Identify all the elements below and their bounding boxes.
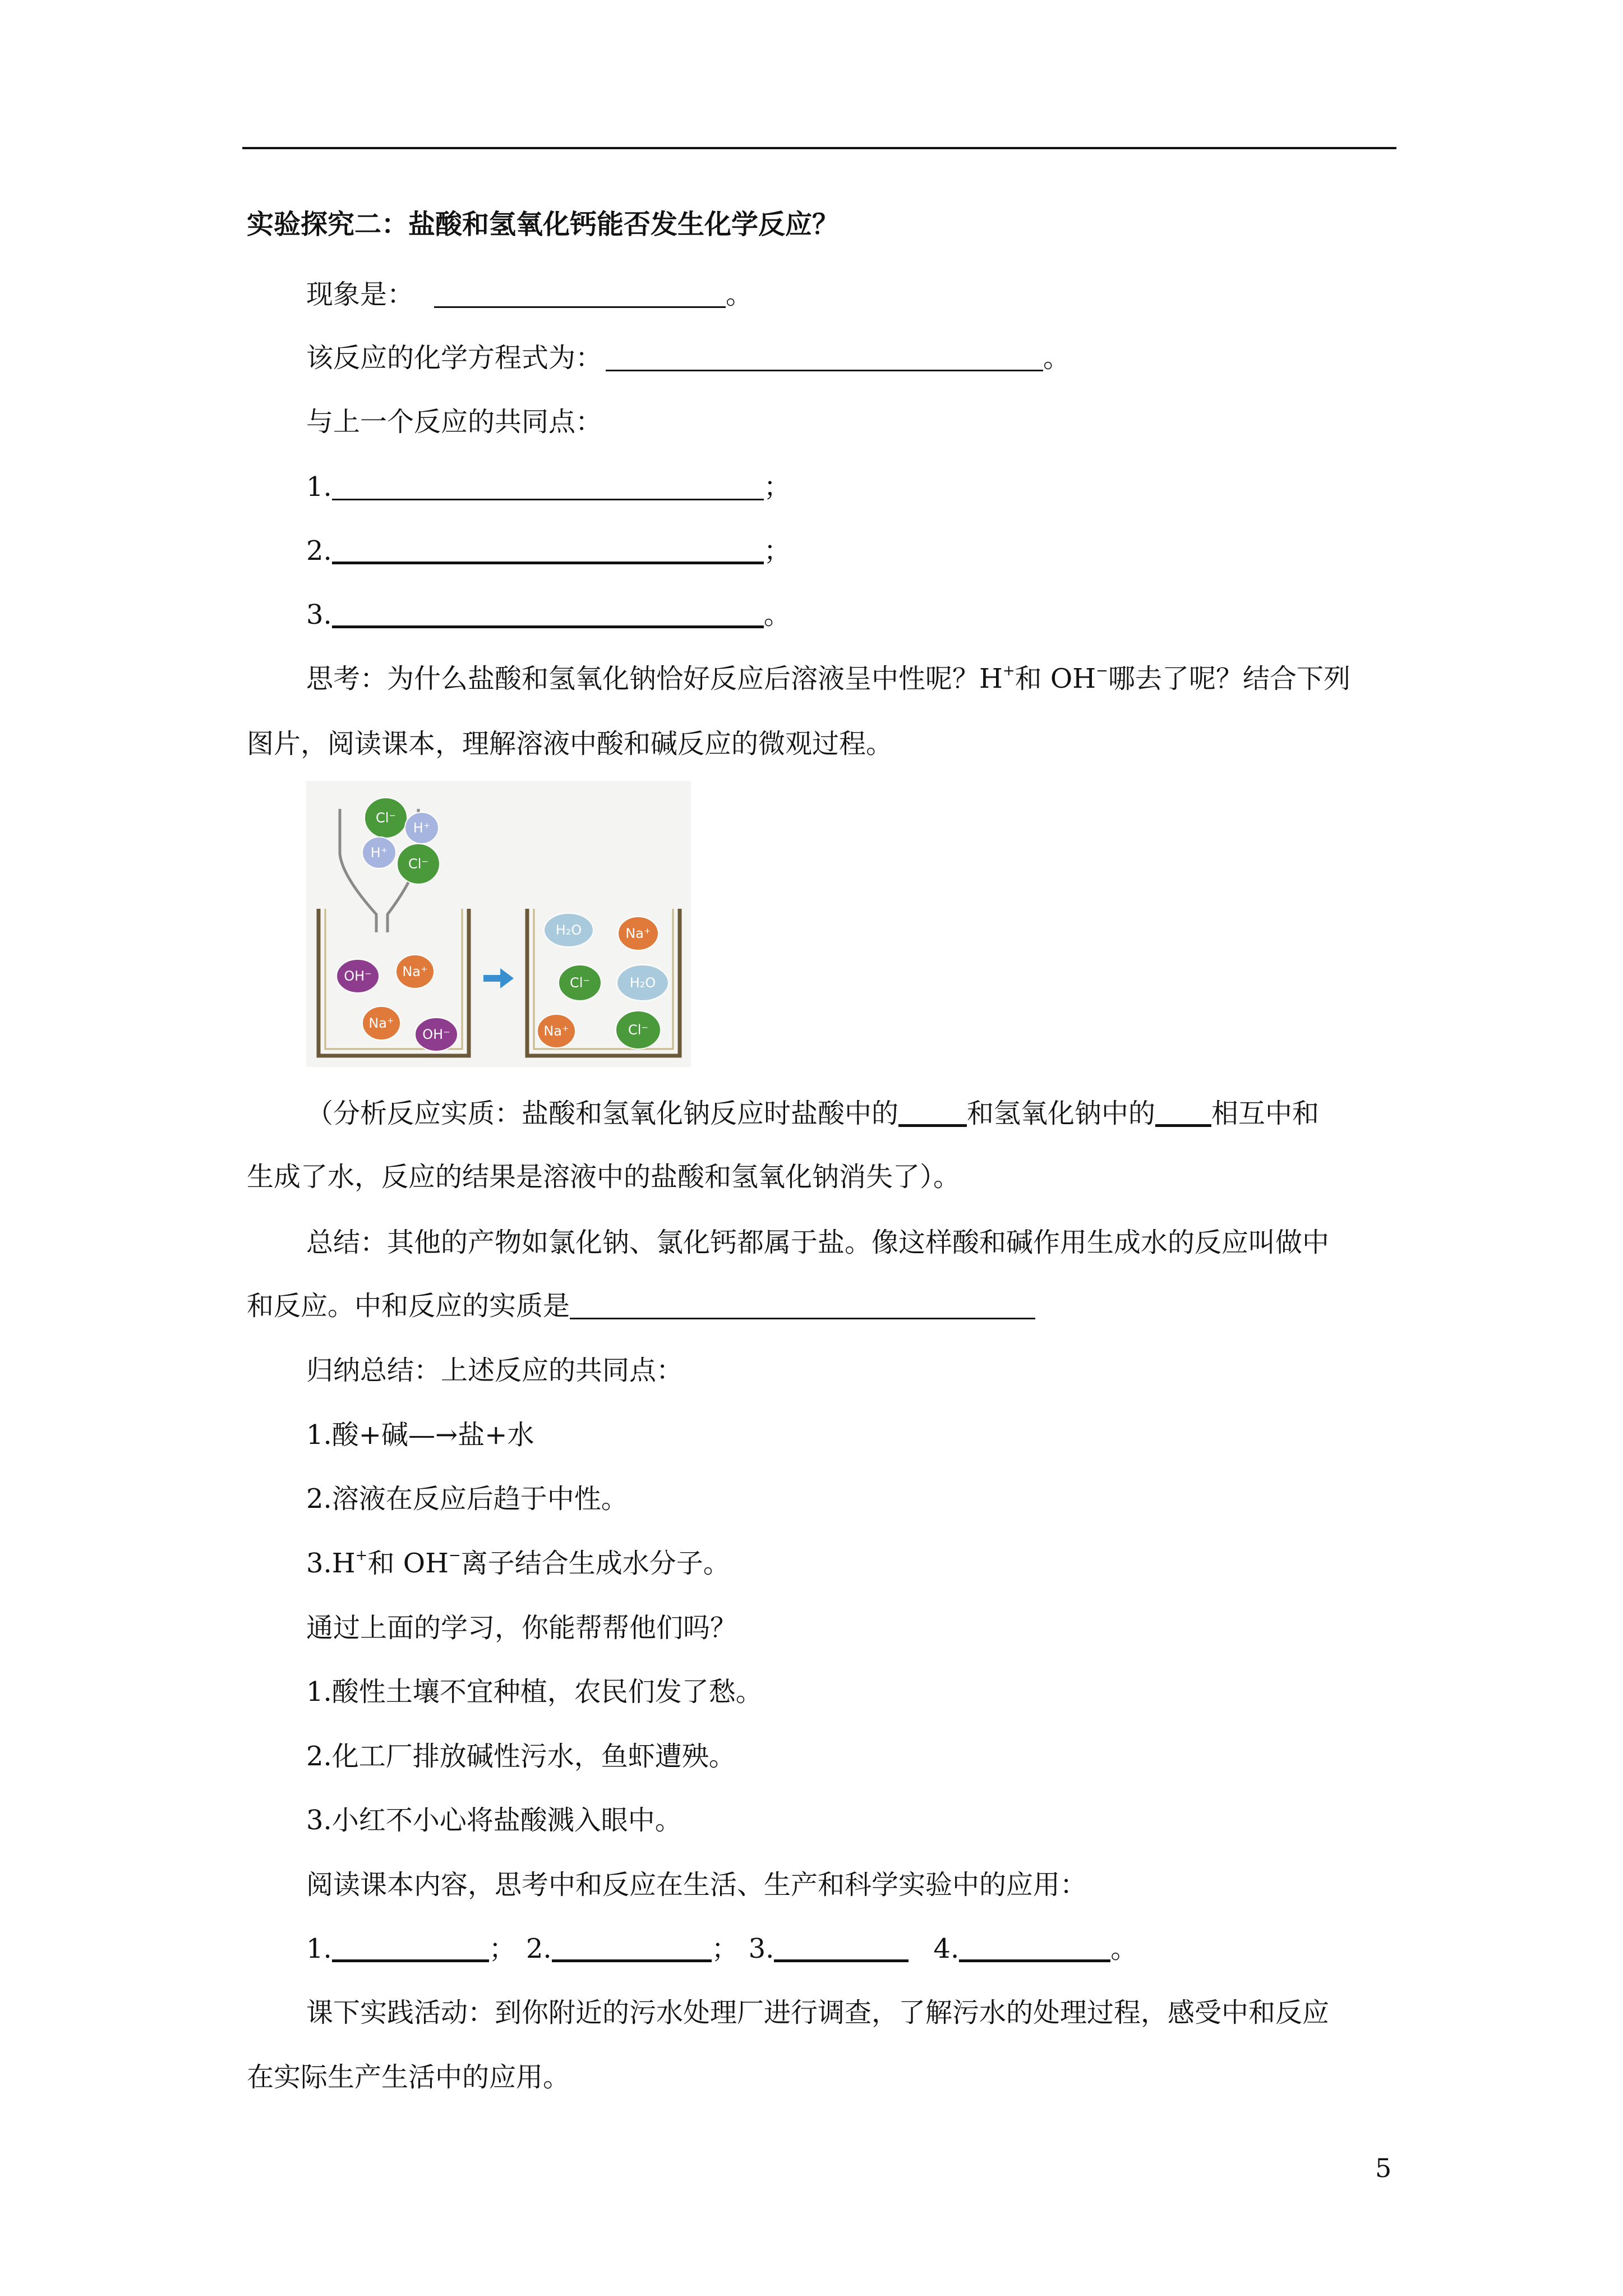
help-item-3: 3.小红不小心将盐酸溅入眼中。 <box>306 1805 682 1836</box>
svg-text:Cl⁻: Cl⁻ <box>408 856 429 872</box>
application-blank-1[interactable] <box>332 1935 489 1962</box>
funnel-ion <box>365 798 407 838</box>
equation-line: 该反应的化学方程式为： 。 <box>306 342 1071 374</box>
read-answers: 1. ； 2. ； 3. 4. 。 <box>306 1933 1138 1964</box>
practice-line-1: 课下实践活动：到你附近的污水处理厂进行调查，了解污水的处理过程，感受中和反应 <box>306 1997 1330 2028</box>
funnel-ion <box>405 812 439 844</box>
svg-text:Cl⁻: Cl⁻ <box>375 810 396 826</box>
left-beaker-ion <box>362 1006 400 1040</box>
svg-text:Na⁺: Na⁺ <box>625 926 651 941</box>
svg-text:Cl⁻: Cl⁻ <box>628 1022 649 1038</box>
application-blank-2[interactable] <box>552 1935 712 1962</box>
left-beaker-ion <box>336 959 379 993</box>
svg-text:Cl⁻: Cl⁻ <box>569 975 591 991</box>
phenomenon-label: 现象是： <box>306 279 414 310</box>
svg-text:H₂O: H₂O <box>555 922 582 938</box>
common-blank-1[interactable] <box>332 474 764 500</box>
summary-line-1: 总结：其他的产物如氯化钠、氯化钙都属于盐。像这样酸和碱作用生成水的反应叫做中 <box>306 1227 1330 1258</box>
read-title: 阅读课本内容，思考中和反应在生活、生产和科学实验中的应用： <box>306 1869 1087 1901</box>
svg-text:Na⁺: Na⁺ <box>368 1015 394 1031</box>
help-title: 通过上面的学习，你能帮帮他们吗？ <box>306 1612 737 1644</box>
svg-text:Na⁺: Na⁺ <box>543 1023 569 1039</box>
help-item-2: 2.化工厂排放碱性污水，鱼虾遭殃。 <box>306 1741 736 1772</box>
svg-text:OH⁻: OH⁻ <box>422 1027 450 1042</box>
application-blank-4[interactable] <box>959 1935 1110 1962</box>
common-intro: 与上一个反应的共同点： <box>306 406 603 438</box>
funnel-ion <box>362 837 396 868</box>
svg-text:Na⁺: Na⁺ <box>402 964 428 979</box>
think-line-2: 图片，阅读课本，理解溶液中酸和碱反应的微观过程。 <box>247 728 893 760</box>
induction-title: 归纳总结：上述反应的共同点： <box>306 1355 684 1386</box>
left-beaker-ion <box>415 1018 458 1051</box>
phenomenon-blank[interactable] <box>434 282 726 308</box>
reaction-arrow-icon <box>483 968 514 988</box>
think-line-1: 思考：为什么盐酸和氢氧化钠恰好反应后溶液呈中性呢？H+和 OH−哪去了呢？结合下列 <box>306 662 1350 694</box>
summary-blank[interactable] <box>570 1293 1035 1319</box>
induction-item-1: 1.酸+碱—→盐+水 <box>306 1419 534 1451</box>
equation-label: 该反应的化学方程式为： <box>306 342 603 374</box>
common-blank-3[interactable] <box>332 601 764 628</box>
induction-item-2: 2.溶液在反应后趋于中性。 <box>306 1483 628 1515</box>
induction-item-3: 3.H+和 OH−离子结合生成水分子。 <box>306 1547 730 1579</box>
right-beaker-ion <box>616 1011 661 1049</box>
header-rule <box>242 147 1396 149</box>
phenomenon-line: 现象是： 。 <box>306 279 753 310</box>
help-item-1: 1.酸性土壤不宜种植，农民们发了愁。 <box>306 1676 763 1708</box>
equation-blank[interactable] <box>606 345 1043 371</box>
page-number: 5 <box>1375 2153 1392 2183</box>
common-blank-2[interactable] <box>332 537 764 564</box>
right-beaker-ion <box>617 965 668 1001</box>
common-item: 1. ； <box>306 471 791 503</box>
right-beaker-ion <box>618 917 658 950</box>
summary-line-2: 和反应。中和反应的实质是 <box>247 1289 1035 1323</box>
analysis-blank-1[interactable] <box>898 1099 967 1127</box>
practice-line-2: 在实际生产生活中的应用。 <box>247 2062 570 2093</box>
svg-text:H⁺: H⁺ <box>413 820 431 836</box>
right-beaker-ion <box>537 1014 575 1048</box>
right-beaker-ion <box>544 913 593 947</box>
application-blank-3[interactable] <box>774 1935 909 1962</box>
svg-text:H⁺: H⁺ <box>370 845 388 861</box>
analysis-blank-2[interactable] <box>1155 1099 1211 1127</box>
section-heading: 实验探究二：盐酸和氢氧化钙能否发生化学反应？ <box>247 209 840 240</box>
common-item: 3. 。 <box>306 599 791 631</box>
svg-text:H₂O: H₂O <box>629 975 656 991</box>
analysis-line-2: 生成了水，反应的结果是溶液中的盐酸和氢氧化钠消失了）。 <box>247 1161 961 1193</box>
left-beaker-ion <box>396 955 434 988</box>
funnel-ion <box>397 844 440 884</box>
neutralization-diagram <box>306 781 691 1067</box>
right-beaker-ion <box>559 965 601 1001</box>
svg-text:OH⁻: OH⁻ <box>344 968 372 984</box>
analysis-line-1: （分析反应实质：盐酸和氢氧化钠反应时盐酸中的 和氢氧化钠中的 相互中和 <box>306 1098 1320 1129</box>
common-item: 2. ； <box>306 535 791 567</box>
